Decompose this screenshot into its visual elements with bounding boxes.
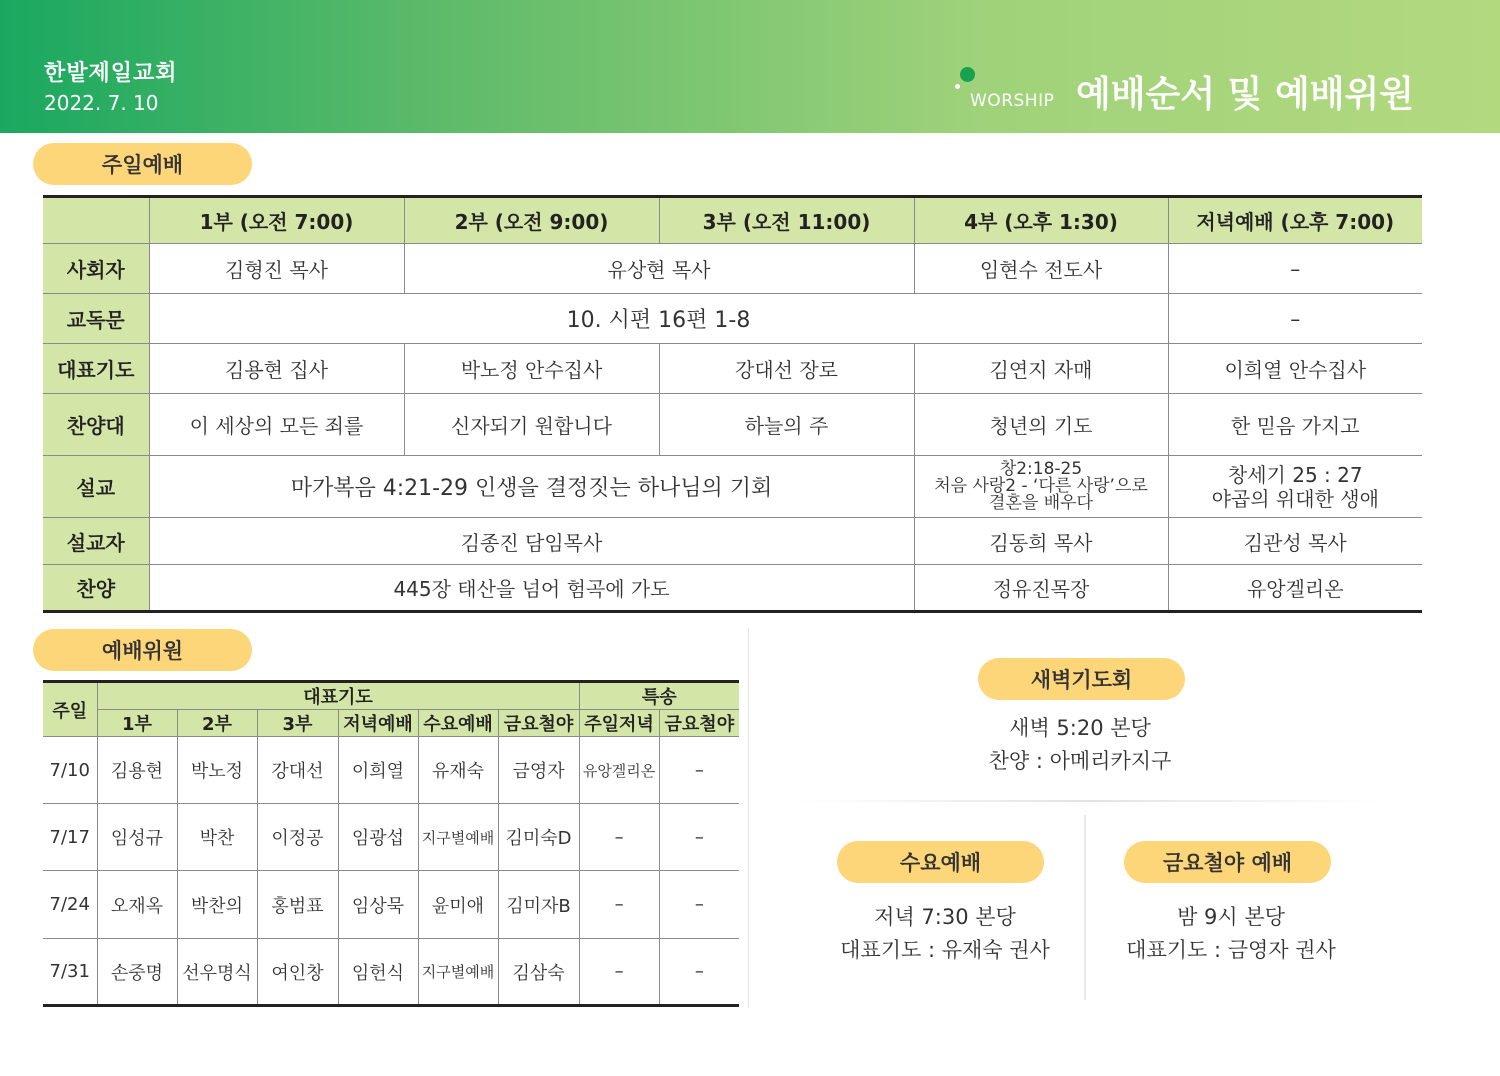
date-cell: 7/31 [43, 939, 97, 1006]
table-cell: 윤미애 [418, 871, 498, 939]
table-cell: 오재옥 [97, 871, 177, 939]
table-cell: – [659, 737, 739, 804]
table-cell: 유앙겔리온 [1168, 565, 1422, 612]
table-cell: – [659, 939, 739, 1006]
prayer-header: 대표기도 [97, 682, 579, 710]
table-row [43, 565, 1422, 612]
table-cell: – [579, 804, 659, 871]
table-cell: 박찬 [177, 804, 257, 871]
row-label: 찬양 [43, 565, 149, 612]
row-label: 대표기도 [43, 344, 149, 394]
table-cell: 김연지 자매 [914, 344, 1168, 394]
column-header: 4부 (오후 1:30) [914, 197, 1168, 244]
table-cell: 445장 태산을 넘어 험곡에 가도 [149, 565, 914, 612]
wednesday-line: 대표기도 : 유재숙 권사 [840, 938, 1050, 962]
page-title: 예배순서 및 예배위원 [1076, 74, 1415, 115]
table-cell: 홍범표 [257, 871, 338, 939]
dawn-prayer-info [930, 712, 1230, 778]
column-header: 1부 (오전 7:00) [149, 197, 404, 244]
cell-line: 처음 사랑2 - ‘다른 사랑’으로 [934, 476, 1148, 496]
cell-line: 창2:18-25 [999, 459, 1083, 479]
table-row [43, 394, 1422, 456]
table-row [43, 244, 1422, 294]
subheader: 금요철야 [659, 710, 739, 737]
table-cell: 김용현 집사 [149, 344, 404, 394]
friday-line: 밤 9시 본당 [1177, 905, 1285, 929]
cell-line: 창세기 25 : 27 [1227, 462, 1363, 487]
table-row [43, 871, 739, 939]
friday-worship-pill: 금요철야 예배 [1124, 841, 1331, 883]
table-cell: 김형진 목사 [149, 244, 404, 294]
table-cell: 이희열 [338, 737, 418, 804]
wednesday-line: 저녁 7:30 본당 [874, 905, 1016, 929]
subheader: 주일저녁 [579, 710, 659, 737]
table-cell: 금영자 [498, 737, 579, 804]
table-row [43, 294, 1422, 344]
subheader: 수요예배 [418, 710, 498, 737]
table-cell: 유상현 목사 [404, 244, 914, 294]
table-row [43, 939, 739, 1006]
table-cell: 지구별예배 [418, 939, 498, 1006]
table-cell: 청년의 기도 [914, 394, 1168, 456]
table-cell: 김미숙D [498, 804, 579, 871]
table-cell: – [579, 939, 659, 1006]
subheader: 2부 [177, 710, 257, 737]
corner-cell [43, 197, 149, 244]
dawn-prayer-pill: 새벽기도회 [978, 658, 1185, 700]
table-cell: 임현수 전도사 [914, 244, 1168, 294]
worship-label: WORSHIP [970, 91, 1055, 111]
table-row [43, 344, 1422, 394]
table-cell: 유앙겔리온 [579, 737, 659, 804]
row-label: 사회자 [43, 244, 149, 294]
subheader: 3부 [257, 710, 338, 737]
table-cell: 김삼숙 [498, 939, 579, 1006]
row-label: 설교자 [43, 518, 149, 565]
committee-pill: 예배위원 [33, 629, 252, 671]
table-cell: – [1168, 294, 1422, 344]
table-cell: 김용현 [97, 737, 177, 804]
table-cell: 박노정 [177, 737, 257, 804]
friday-line: 대표기도 : 금영자 권사 [1126, 938, 1336, 962]
cell-line: 야곱의 위대한 생애 [1211, 486, 1379, 511]
committee-subheader-row [43, 710, 739, 737]
table-cell [914, 456, 1168, 518]
column-header: 3부 (오전 11:00) [659, 197, 914, 244]
row-label: 교독문 [43, 294, 149, 344]
table-row [43, 737, 739, 804]
table-cell: 강대선 [257, 737, 338, 804]
table-cell: 김관성 목사 [1168, 518, 1422, 565]
table-cell: 10. 시편 16편 1-8 [149, 294, 1168, 344]
table-cell [1168, 456, 1422, 518]
wednesday-info [790, 901, 1100, 967]
subheader: 저녁예배 [338, 710, 418, 737]
table-cell: 김미자B [498, 871, 579, 939]
table-cell: – [1168, 244, 1422, 294]
table-cell: 임광섭 [338, 804, 418, 871]
table-cell: 한 믿음 가지고 [1168, 394, 1422, 456]
subheader: 금요철야 [498, 710, 579, 737]
table-cell: 이 세상의 모든 죄를 [149, 394, 404, 456]
table-cell: 임헌식 [338, 939, 418, 1006]
table-cell: 유재숙 [418, 737, 498, 804]
table-cell: – [659, 804, 739, 871]
white-dot-icon [955, 84, 960, 89]
committee-header-row [43, 682, 739, 710]
friday-info [1076, 901, 1386, 967]
special-song-header: 특송 [579, 682, 739, 710]
table-cell: 마가복음 4:21-29 인생을 결정짓는 하나님의 기회 [149, 456, 914, 518]
date-cell: 7/24 [43, 871, 97, 939]
dawn-line: 새벽 5:20 본당 [1009, 716, 1151, 740]
committee-table [43, 680, 739, 1007]
table-cell: 박노정 안수집사 [404, 344, 659, 394]
table-cell: 하늘의 주 [659, 394, 914, 456]
table-cell: – [579, 871, 659, 939]
table-cell: 정유진목장 [914, 565, 1168, 612]
table-cell: 박찬의 [177, 871, 257, 939]
table-row [43, 456, 1422, 518]
subheader: 1부 [97, 710, 177, 737]
church-name: 한밭제일교회 [44, 61, 178, 86]
column-header: 저녁예배 (오후 7:00) [1168, 197, 1422, 244]
bulletin-date: 2022. 7. 10 [44, 91, 159, 115]
table-cell: 임성규 [97, 804, 177, 871]
column-header: 2부 (오전 9:00) [404, 197, 659, 244]
row-label: 설교 [43, 456, 149, 518]
table-cell: 여인창 [257, 939, 338, 1006]
table-cell: 선우명식 [177, 939, 257, 1006]
table-cell: 임상묵 [338, 871, 418, 939]
table-cell: 이희열 안수집사 [1168, 344, 1422, 394]
green-dot-icon [960, 67, 975, 82]
header-banner [0, 0, 1500, 133]
table-row [43, 518, 1422, 565]
sunday-worship-pill: 주일예배 [33, 143, 252, 185]
table-header-row [43, 197, 1422, 244]
table-cell: 김동희 목사 [914, 518, 1168, 565]
table-cell: 강대선 장로 [659, 344, 914, 394]
cell-line: 결혼을 배우다 [989, 493, 1093, 513]
horizontal-divider [795, 800, 1385, 802]
table-cell: 이정공 [257, 804, 338, 871]
vertical-divider [748, 628, 749, 1008]
table-row [43, 804, 739, 871]
table-cell: 김종진 담임목사 [149, 518, 914, 565]
table-cell: – [659, 871, 739, 939]
table-cell: 신자되기 원합니다 [404, 394, 659, 456]
sunday-worship-table [43, 195, 1422, 613]
table-cell: 손중명 [97, 939, 177, 1006]
date-cell: 7/17 [43, 804, 97, 871]
table-cell: 지구별예배 [418, 804, 498, 871]
dawn-line: 찬양 : 아메리카지구 [988, 749, 1172, 773]
sunday-header: 주일 [43, 682, 97, 737]
row-label: 찬양대 [43, 394, 149, 456]
date-cell: 7/10 [43, 737, 97, 804]
wednesday-worship-pill: 수요예배 [837, 841, 1044, 883]
